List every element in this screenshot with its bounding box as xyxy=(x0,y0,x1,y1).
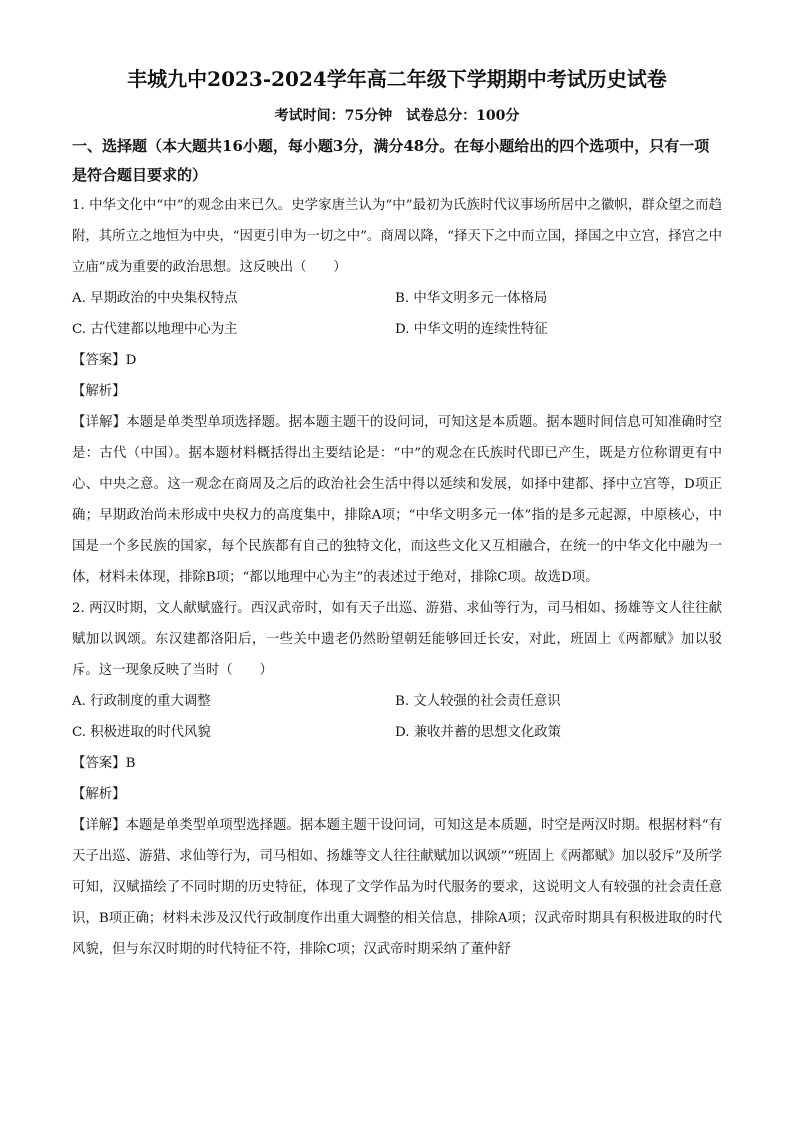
question-2-option-a: A. 行政制度的重大调整 xyxy=(72,694,211,709)
question-2-option-c: C. 积极进取的时代风貌 xyxy=(72,725,211,740)
exam-subtitle: 考试时间：75分钟 试卷总分：100分 xyxy=(274,108,520,124)
question-2-detail xyxy=(72,810,722,965)
detail-text: 本题是单类型单项型选择题。据本题主题干设问词，可知这是本质题，时空是两汉时期。根据材料“有天子出巡、游猎、求仙等行为，司马相如、扬雄等文人往往献赋加以讽颂”“班固上《两都赋》加以驳斥”及所学可知，汉赋描绘了不同时期的历史特征，体现了文学作品为时代服务的要求，这说明文人有较强的社会责任意识，B项正确；材料未涉及汉代行政制度作出重大调整的相关信息，排除A项；汉武帝时期具有积极进取的时代风貌，但与东汉时期的时代特征不符，排除C项；汉武帝时期采纳了董仲舒 xyxy=(72,818,723,957)
section-heading: 一、选择题（本大题共16小题，每小题3分，满分48分。在每小题给出的四个选项中，只有一项是符合题目要求的） xyxy=(72,137,710,184)
question-1-analysis-label: 【解析】 xyxy=(72,384,126,399)
question-1-option-d: D. 中华文明的连续性特征 xyxy=(395,322,548,337)
question-2-option-d: D. 兼收并蓄的思想文化政策 xyxy=(395,725,562,740)
answer-value: B xyxy=(125,756,136,771)
question-2 xyxy=(72,593,722,965)
question-2-analysis-label: 【解析】 xyxy=(72,787,126,802)
question-1-option-c: C. 古代建都以地理中心为主 xyxy=(72,322,238,337)
detail-text: 本题是单类型单项选择题。据本题主题干的设问词，可知这是本质题。据本题时间信息可知准确时空是：古代（中国）。据本题材料概括得出主要结论是：“中”的观念在氏族时代即已产生，既是方位称谓更有中心、中央之意。这一观念在商周及之后的政治社会生活中得以延续和发展，如择中建都、择中立宫等，D项正确；早期政治尚未形成中央权力的高度集中，排除A项；“中华文明多元一体”指的是多元起源，中原核心，中国是一个多民族的国家，每个民族都有自己的独特文化，而这些文化又互相融合，在统一的中华文化中融为一体，材料未体现，排除B项；“都以地理中心为主”的表述过于绝对，排除C项。故选D项。 xyxy=(72,415,723,585)
question-1-option-b: B. 中华文明多元一体格局 xyxy=(395,291,548,306)
answer-label: 【答案】 xyxy=(72,756,126,771)
question-1 xyxy=(72,190,722,593)
exam-page xyxy=(72,66,722,965)
question-2-stem: 2. 两汉时期，文人献赋盛行。西汉武帝时，如有天子出巡、游猎、求仙等行为，司马相如、扬雄等文人往往献赋加以讽颂。东汉建都洛阳后，一些关中遗老仍然盼望朝廷能够回迁长安，对此，班固上《两都赋》加以驳斥。这一现象反映了当时（ ） xyxy=(72,601,722,678)
question-2-answer xyxy=(72,748,722,779)
exam-title: 丰城九中2023-2024学年高二年级下学期期中考试历史试卷 xyxy=(127,67,667,91)
detail-label: 【详解】 xyxy=(72,818,126,833)
answer-value: D xyxy=(125,353,137,368)
question-2-options xyxy=(72,686,722,748)
answer-label: 【答案】 xyxy=(72,353,126,368)
question-2-option-b: B. 文人较强的社会责任意识 xyxy=(395,694,561,709)
question-1-option-a: A. 早期政治的中央集权特点 xyxy=(72,291,238,306)
question-1-stem: 1. 中华文化中“中”的观念由来已久。史学家唐兰认为“中”最初为氏族时代议事场所居中之徽帜，群众望之而趋附，其所立之地恒为中央，“因更引申为一切之中”。商周以降，“择天下之中而立国，择国之中立宫，择宫之中立庙”成为重要的政治思想。这反映出（ ） xyxy=(72,198,722,275)
question-1-detail xyxy=(72,407,722,593)
detail-label: 【详解】 xyxy=(72,415,127,430)
question-1-options xyxy=(72,283,722,345)
question-1-answer xyxy=(72,345,722,376)
